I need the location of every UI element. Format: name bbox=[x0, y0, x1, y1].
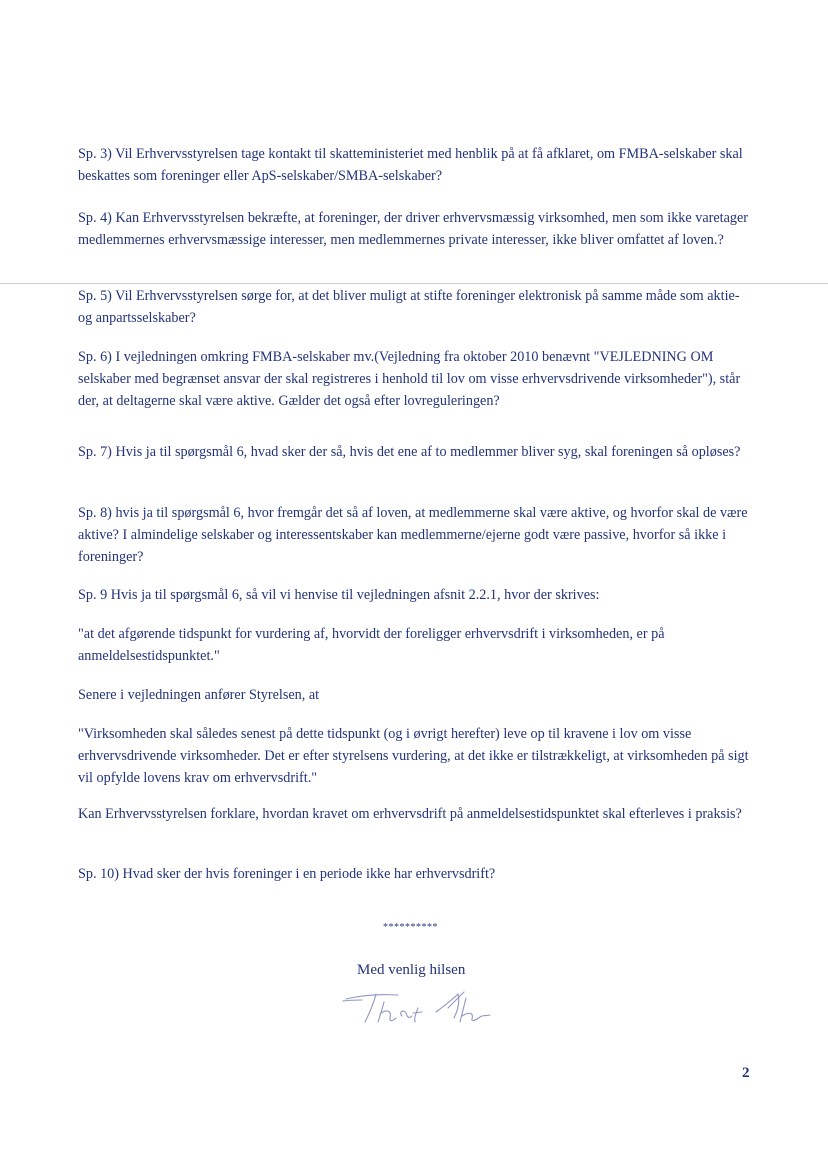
question-10: Sp. 10) Hvad sker der hvis foreninger i en periode ikke har erhvervsdrift? bbox=[78, 866, 496, 882]
follow-up-question: Kan Erhvervsstyrelsen forklare, hvordan kravet om erhvervsdrift på anmeldelsestidspunktet skal efterleves i praksis? bbox=[78, 806, 742, 822]
transition-text: Senere i vejledningen anfører Styrelsen, at bbox=[78, 687, 320, 703]
question-5: Sp. 5) Vil Erhvervsstyrelsen sørge for, at det bliver muligt at stifte foreninger elektronisk på samme måde som aktie- og anpartsselskaber? bbox=[78, 288, 740, 326]
closing-greeting: Med venlig hilsen bbox=[357, 962, 466, 978]
handwritten-signature bbox=[340, 982, 500, 1028]
page-number: 2 bbox=[742, 1065, 750, 1081]
quote-1: "at det afgørende tidspunkt for vurdering af, hvorvidt der foreligger erhvervsdrift i virksomheden, er på anmeldelsestidspunktet." bbox=[78, 626, 665, 664]
quote-2: "Virksomheden skal således senest på dette tidspunkt (og i øvrigt herefter) leve op til kravene i lov om visse erhvervsdrivende virksomheder. Det er efter styrelsens vurdering, at det ikke er tilstrækkeligt, at virksomheden på sigt vil opfylde lovens krav om erhvervsdrift." bbox=[78, 726, 749, 786]
question-9: Sp. 9 Hvis ja til spørgsmål 6, så vil vi henvise til vejledningen afsnit 2.2.1, hvor der skrives: bbox=[78, 587, 600, 603]
question-8: Sp. 8) hvis ja til spørgsmål 6, hvor fremgår det så af loven, at medlemmerne skal være aktive, og hvorfor skal de være aktive? I almindelige selskaber og interessentskaber kan medlemmerne/ejerne godt være passive, hvorfor så ikke i foreninger? bbox=[78, 505, 748, 565]
separator-stars: ********** bbox=[383, 922, 438, 933]
scan-artifact-line bbox=[0, 283, 828, 284]
question-3: Sp. 3) Vil Erhvervsstyrelsen tage kontakt til skatteministeriet med henblik på at få afklaret, om FMBA-selskaber skal beskattes som foreninger eller ApS-selskaber/SMBA-selskaber? bbox=[78, 146, 743, 184]
question-7: Sp. 7) Hvis ja til spørgsmål 6, hvad sker der så, hvis det ene af to medlemmer bliver syg, skal foreningen så opløses? bbox=[78, 444, 741, 460]
question-4: Sp. 4) Kan Erhvervsstyrelsen bekræfte, at foreninger, der driver erhvervsmæssig virksomhed, men som ikke varetager medlemmernes erhvervsmæssige interesser, men medlemmernes private interesser, ikke bliver omfattet af loven.? bbox=[78, 210, 748, 248]
question-6: Sp. 6) I vejledningen omkring FMBA-selskaber mv.(Vejledning fra oktober 2010 benævnt "VEJLEDNING OM selskaber med begrænset ansvar der skal registreres i henhold til lov om visse erhvervsdrivende virksomheder"), står der, at deltagerne skal være aktive. Gælder det også efter lovreguleringen? bbox=[78, 349, 741, 409]
